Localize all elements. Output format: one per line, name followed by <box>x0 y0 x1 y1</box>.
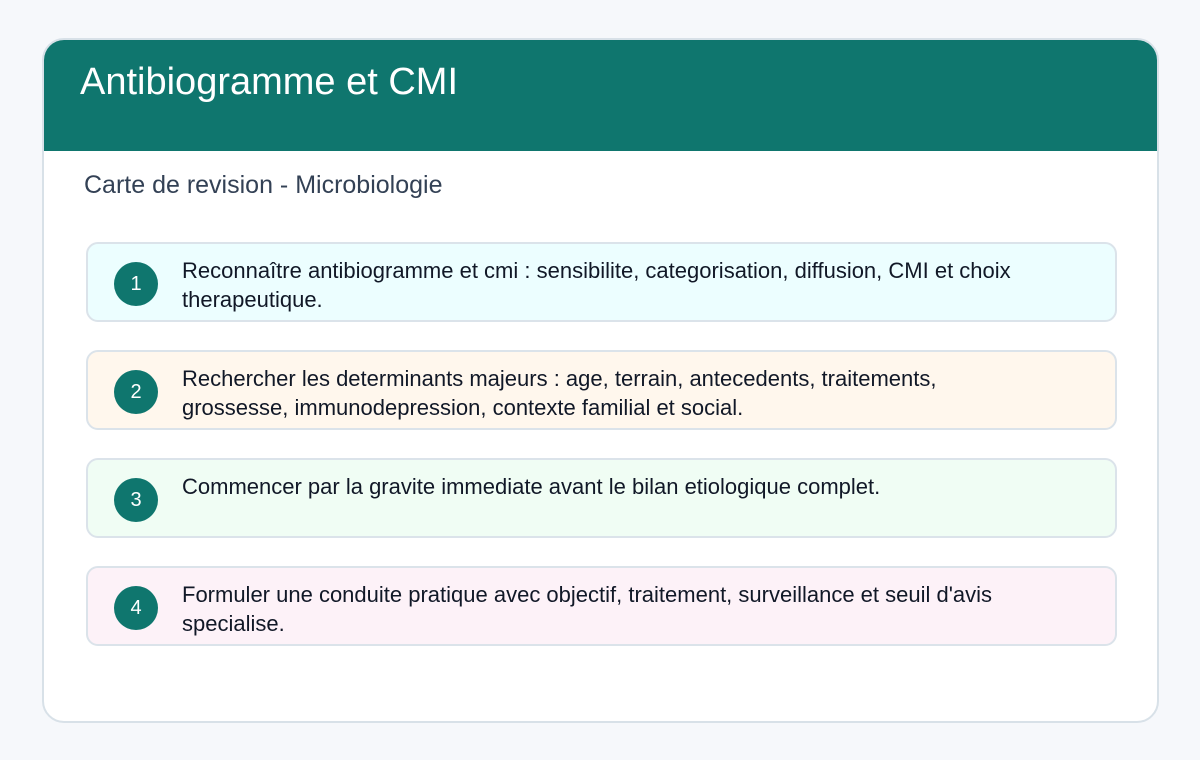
revision-card <box>42 38 1159 723</box>
number-badge: 3 <box>114 478 158 522</box>
item-text: Rechercher les determinants majeurs : age, terrain, antecedents, traitements, grossesse, immunodepression, contexte familial et social. <box>182 366 937 420</box>
number-badge: 2 <box>114 370 158 414</box>
card-title: Antibiogramme et CMI <box>80 61 459 103</box>
card-header <box>44 40 1159 151</box>
number-badge: 1 <box>114 262 158 306</box>
item-text: Commencer par la gravite immediate avant le bilan etiologique complet. <box>182 474 881 499</box>
item-text: Reconnaître antibiogramme et cmi : sensibilite, categorisation, diffusion, CMI et choix therapeutique. <box>182 258 1011 312</box>
list-item <box>86 350 1117 430</box>
list-item <box>86 566 1117 646</box>
objectives-list <box>86 242 1117 674</box>
number-badge: 4 <box>114 586 158 630</box>
list-item <box>86 242 1117 322</box>
item-text: Formuler une conduite pratique avec objectif, traitement, surveillance et seuil d'avis specialise. <box>182 582 993 636</box>
list-item <box>86 458 1117 538</box>
card-subtitle: Carte de revision - Microbiologie <box>84 171 443 199</box>
